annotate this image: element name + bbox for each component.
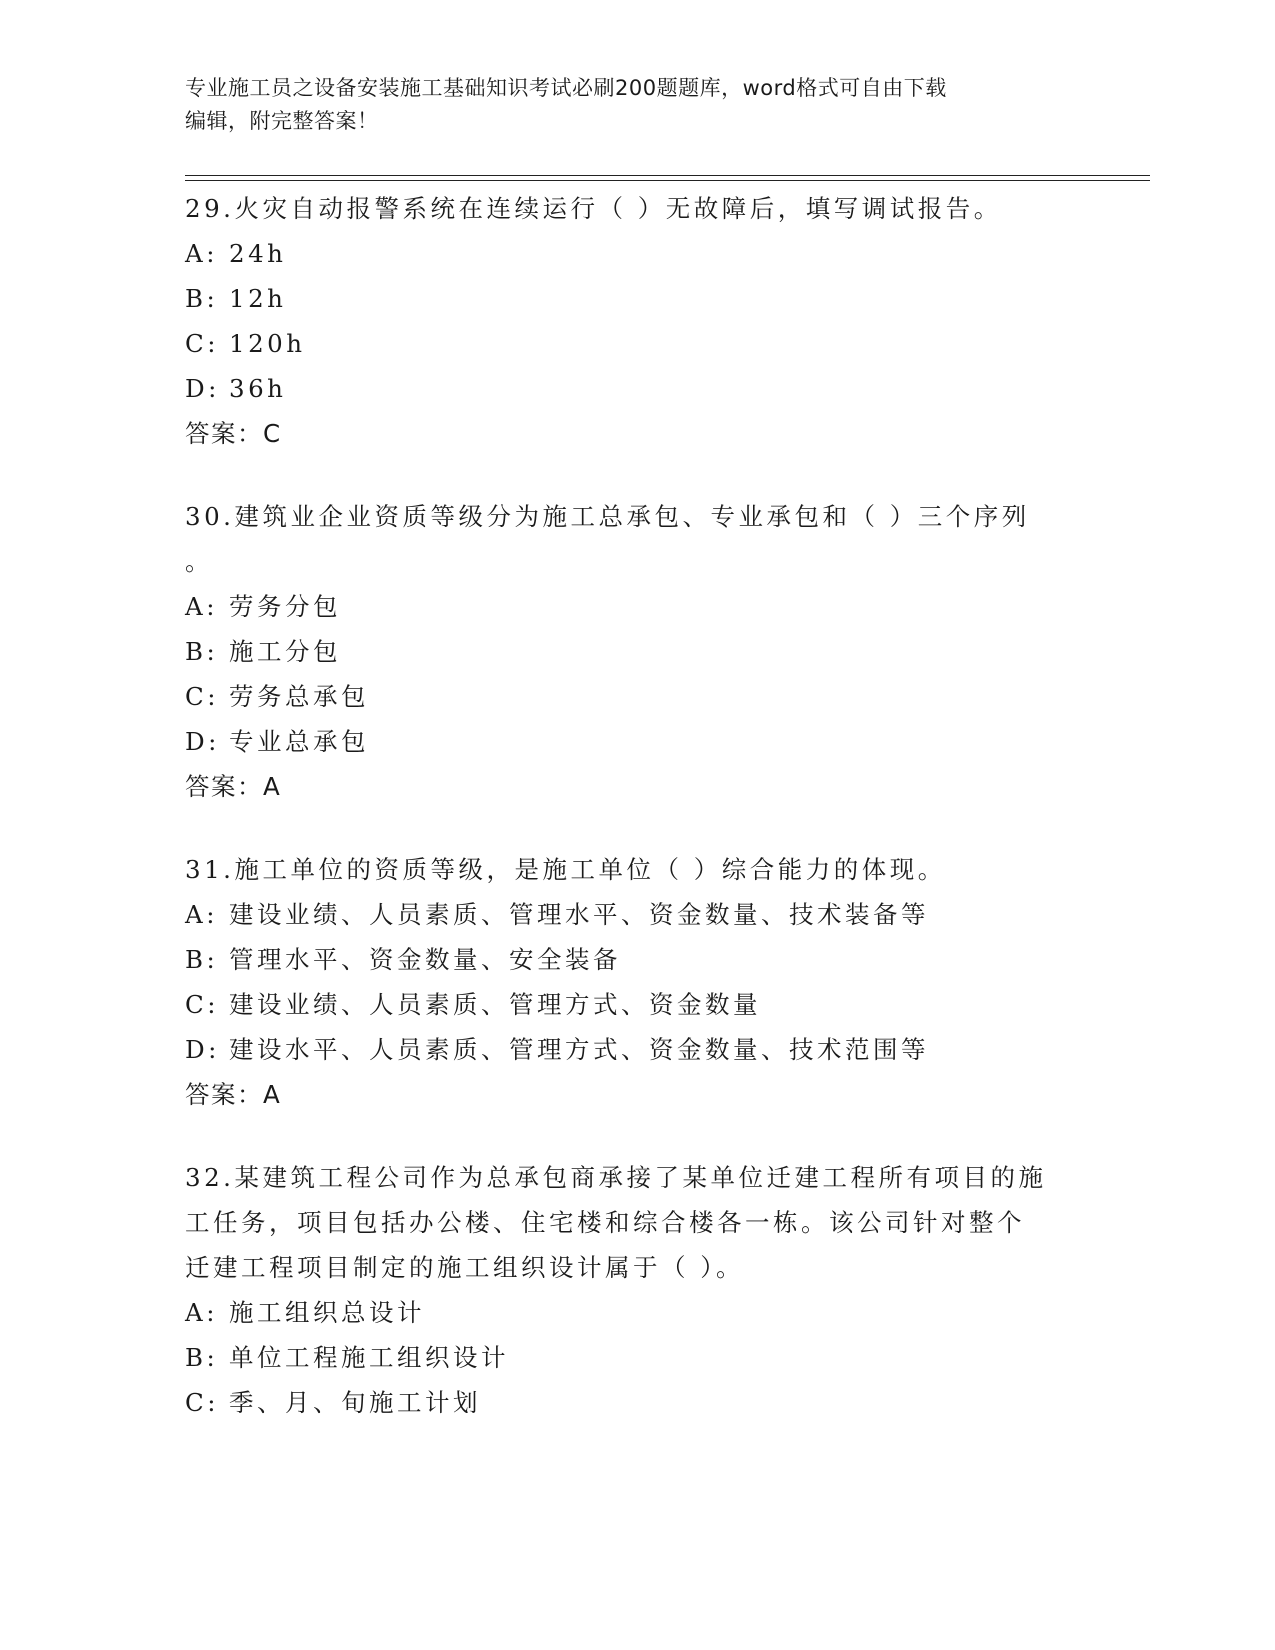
question-stem: 29.火灾自动报警系统在连续运行（ ）无故障后，填写调试报告。 [185, 194, 1002, 223]
question-stem: 30.建筑业企业资质等级分为施工总承包、专业承包和（ ）三个序列 [185, 502, 1030, 531]
answer: 答案：A [185, 1080, 282, 1109]
option-key: C: [185, 329, 220, 358]
header-line-1: 专业施工员之设备安装施工基础知识考试必刷200题题库，word格式可自由下载 [185, 76, 947, 100]
option-key: A: [185, 592, 218, 621]
option-text: 单位工程施工组织设计 [229, 1343, 509, 1372]
option-text: 120h [229, 329, 306, 358]
option-d [185, 366, 1085, 411]
option-d [185, 1027, 1085, 1072]
question-stem: 32.某建筑工程公司作为总承包商承接了某单位迁建工程所有项目的施 [185, 1163, 1047, 1192]
option-text: 12h [229, 284, 287, 313]
option-a [185, 584, 1085, 629]
option-key: A: [185, 900, 218, 929]
option-text: 管理水平、资金数量、安全装备 [229, 945, 621, 974]
header-line-2: 编辑，附完整答案！ [185, 109, 379, 133]
question-list [185, 186, 1085, 1463]
option-text: 施工分包 [229, 637, 341, 666]
question-32 [185, 1155, 1085, 1425]
option-text: 建设水平、人员素质、管理方式、资金数量、技术范围等 [229, 1035, 929, 1064]
option-b [185, 1335, 1085, 1380]
option-a [185, 892, 1085, 937]
option-text: 施工组织总设计 [229, 1298, 425, 1327]
option-text: 季、月、旬施工计划 [229, 1388, 481, 1417]
option-key: D: [185, 374, 220, 403]
document-header [185, 72, 1055, 138]
option-a [185, 1290, 1085, 1335]
option-key: C: [185, 1388, 220, 1417]
option-key: D: [185, 727, 220, 756]
option-key: D: [185, 1035, 220, 1064]
question-stem: 31.施工单位的资质等级，是施工单位（ ）综合能力的体现。 [185, 855, 946, 884]
option-text: 24h [229, 239, 287, 268]
answer: 答案：C [185, 419, 282, 448]
option-b [185, 937, 1085, 982]
question-29 [185, 186, 1085, 456]
question-31 [185, 847, 1085, 1117]
option-b [185, 276, 1085, 321]
option-c [185, 321, 1085, 366]
option-c [185, 1380, 1085, 1425]
option-c [185, 674, 1085, 719]
question-stem-continued: 迁建工程项目制定的施工组织设计属于（ ）。 [185, 1253, 745, 1282]
option-key: B: [185, 1343, 219, 1372]
option-b [185, 629, 1085, 674]
option-key: A: [185, 239, 218, 268]
option-text: 专业总承包 [229, 727, 369, 756]
option-text: 36h [229, 374, 287, 403]
question-stem-continued: 。 [185, 547, 213, 576]
option-a [185, 231, 1085, 276]
option-d [185, 719, 1085, 764]
question-30 [185, 494, 1085, 809]
answer: 答案：A [185, 772, 282, 801]
option-key: B: [185, 637, 219, 666]
option-key: B: [185, 284, 219, 313]
question-stem-continued: 工任务，项目包括办公楼、住宅楼和综合楼各一栋。该公司针对整个 [185, 1208, 1025, 1237]
option-c [185, 982, 1085, 1027]
option-text: 建设业绩、人员素质、管理方式、资金数量 [229, 990, 761, 1019]
option-key: C: [185, 682, 220, 711]
option-key: A: [185, 1298, 218, 1327]
header-divider-top [185, 175, 1150, 176]
option-text: 劳务总承包 [229, 682, 369, 711]
option-text: 建设业绩、人员素质、管理水平、资金数量、技术装备等 [229, 900, 929, 929]
header-divider-bottom [185, 180, 1150, 181]
option-key: C: [185, 990, 220, 1019]
option-key: B: [185, 945, 219, 974]
option-text: 劳务分包 [229, 592, 341, 621]
